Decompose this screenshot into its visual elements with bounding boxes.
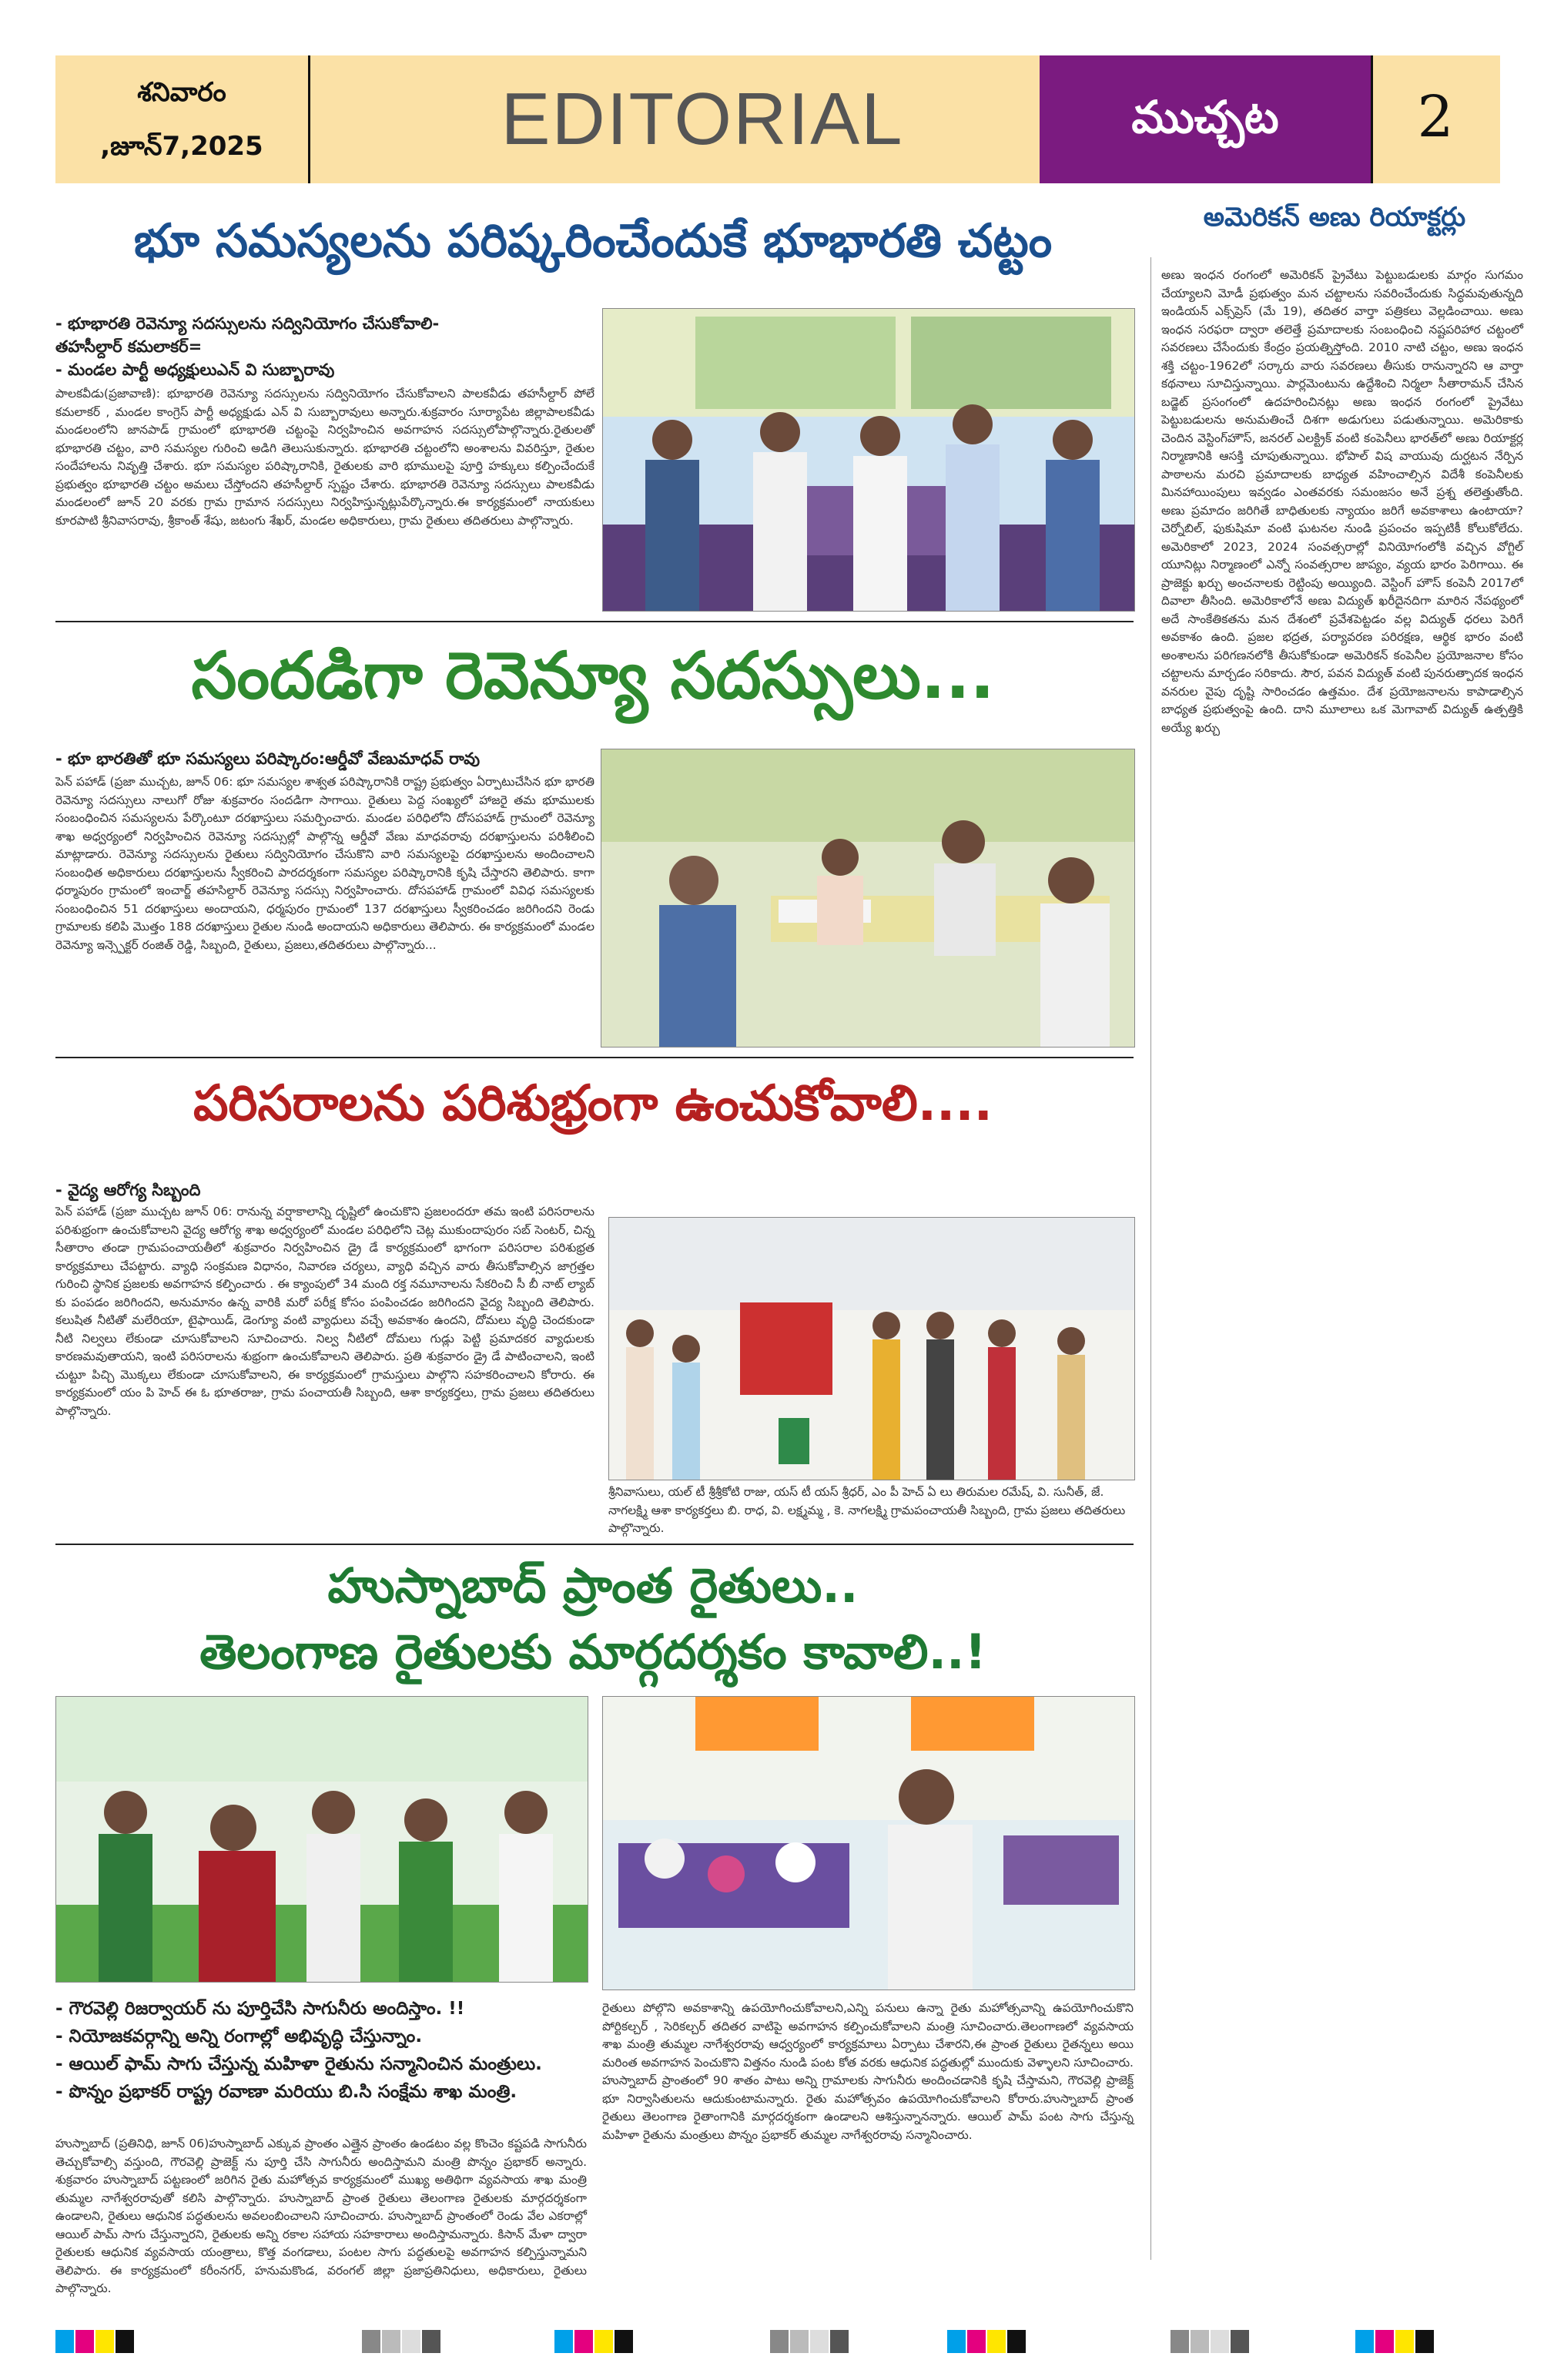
color-bar-swatch bbox=[1355, 2330, 1374, 2353]
sidebar-body: అణు ఇంధన రంగంలో అమెరికన్ ప్రైవేటు పెట్టుబడులకు మార్గం సుగమం చేయ్యాలని మోడీ ప్రభుత్వం మన చట్టాలను సవరించేందుకు సిద్ధమవుతున్నది ఇండియన్ ఎక్స్‌ప్రెస్ (మే 19), తదితర వార్తా పత్రికలు వెల్లడించాయి. అణు ఇంధన సరఫరా ద్వారా తలెత్తే ప్రమాదాలకు సంబంధించి నష్టపరిహార చట్టంలో సవరణలు చేసేందుకు కేంద్రం ప్రయత్నిస్తోంది. 2010 నాటి చట్టం, అణు ఇంధన శక్తి చట్టం-1962లో సర్కారు వారు సవరణలు తీసుకు రానున్నారని ఆ వార్తా కథనాలు సూచిస్తున్నాయి. పార్లమెంటును ఉద్దేశించి నిర్మలా సీతారామన్ చేసిన బడ్జెట్ ప్రసంగంలో ఉదహరించినట్లు అణు ఇంధన రంగంలో ప్రైవేటు పెట్టుబడులను అనుమతించే దిశగా అడుగులు పడుతున్నాయి. అమెరికాకు చెందిన వెస్టింగ్‌హౌస్, జనరల్ ఎలక్ట్రిక్ వంటి కంపెనీలు భారత్‌లో అణు రియాక్టర్ల నిర్మాణానికి ఆసక్తి చూపుతున్నాయి. భోపాల్ విష వాయువు దుర్ఘటన నేర్పిన పాఠాలను మరచి ప్రమాదాలకు బాధ్యత వహించాల్సిన విదేశీ కంపెనీలకు మినహాయింపులు ఇవ్వడం ఎంతవరకు సమంజసం అనే ప్రశ్న తలెత్తుతోంది. అణు ప్రమాదం జరిగితే బాధితులకు న్యాయం జరిగే అవకాశాలు ఉంటాయా? చెర్నోబిల్, ఫుకుషిమా వంటి ఘటనల నుండి ప్రపంచం ఇప్పటికీ కోలుకోలేదు. అమెరికాలో 2023, 2024 సంవత్సరాల్లో వినియోగంలోకి వచ్చిన వోగ్టిల్ యూనిట్లు నిర్మాణంలో ఎన్నో సంవత్సరాల జాప్యం, వ్యయ భారం పెరిగాయి. ఈ ప్రాజెక్టు ఖర్చు అంచనాలకు రెట్టింపు అయ్యింది. వెస్టింగ్ హౌస్ కంపెనీ 2017లో దివాలా తీసింది. అమెరికాలోనే అణు విద్యుత్ ఖరీదైనదిగా మారిన నేపథ్యంలో అదే సాంకేతికతను మన దేశంలో ప్రవేశపెట్టడం వల్ల విద్యుత్ ధరలు పెరిగే అవకాశం ఉంది. ప్రజల భద్రత, పర్యావరణ పరిరక్షణ, ఆర్థిక భారం వంటి అంశాలను పరిగణనలోకి తీసుకోకుండా అమెరికన్ కంపెనీల ప్రయోజనాల కోసం చట్టాలను మార్చడం సరికాదు. సౌర, పవన విద్యుత్ వంటి పునరుత్పాదక ఇంధన వనరుల వైపు దృష్టి సారించడం ఉత్తమం. దేశ ప్రయోజనాలను కాపాడాల్సిన బాధ్యత ప్రభుత్వంపై ఉంది. దాని మూలాలు ఒక మెగావాట్ విద్యుత్ ఉత్పత్తికి అయ్యే ఖర్చు bbox=[1161, 268, 1523, 735]
color-bar-swatch bbox=[574, 2330, 593, 2353]
color-bar-swatch bbox=[1375, 2330, 1394, 2353]
story1-subheads bbox=[55, 312, 594, 381]
color-bar-swatch bbox=[947, 2330, 966, 2353]
color-bar-swatch bbox=[615, 2330, 633, 2353]
story3-body: పెన్ పహాడ్ (ప్రజా ముచ్చట జూన్ 06: రానున్న వర్షాకాలాన్ని దృష్టిలో ఉంచుకొని ప్రజలందరూ తమ ఇంటి పరిసరాలను పరిశుభ్రంగా ఉంచుకోవాలని వైద్య ఆరోగ్య శాఖ అధ్వర్యంలో మండల పరిధిలోని చెట్ల ముకుందాపురం సబ్ సెంటర్, చిన్న సీతారాం తండా గ్రామపంచాయతీలో శుక్రవారం నిర్వహించిన డ్రై డే కార్యక్రమంలో భాగంగా పరిసరాల పరిశుభ్రత కార్యక్రమాలు చేపట్టారు. వ్యాధి సంక్రమణ విధానం, నివారణ చర్యలు, వ్యాధి వచ్చిన వారు తీసుకోవాల్సిన జాగ్రత్తల గురించి స్థానిక ప్రజలకు అవగాహన కల్పించారు . ఈ క్యాంపులో 34 మంది రక్త నమూనాలను సేకరించి సీ బీ నాట్ ల్యాబ్ కు పంపడం జరిగిందని, అనుమానం ఉన్న వారికి మరో పరీక్ష కోసం పంపించడం జరిగిందని వైద్య సిబ్బంది తెలిపారు. కలుషిత నీటితో మలేరియా, టైఫాయిడ్, డెంగ్యూ వంటి వ్యాధులు వచ్చే అవకాశం ఉందని, దోమలు వృద్ధి చెందకుండా నీటి నిల్వలు లేకుండా చూసుకోవాలని సూచించారు. నిల్వ నీటిలో దోమలు గుడ్లు పెట్టి ప్రమాదకర వ్యాధులకు కారణమవుతాయని, ఇంటి పరిసరాలను శుభ్రంగా ఉంచుకోవాలని తెలిపారు. ప్రతి శుక్రవారం డ్రై డే పాటించాలని, ఇంటి చుట్టూ పిచ్చి మొక్కలు లేకుండా చూసుకోవాలని, ఈ కార్యక్రమంలో గ్రామస్తులు పాల్గొని సహకరించాలని కోరారు. ఈ కార్యక్రమంలో యం పి హెచ్ ఈ ఓ భూతరాజు, గ్రామ పంచాయతీ సిబ్బంది, ఆశా కార్యకర్తలు, గ్రామ ప్రజలు తదితరులు పాల్గొన్నారు. bbox=[55, 1205, 594, 1418]
color-bar-swatch bbox=[55, 2330, 74, 2353]
color-bar-swatch bbox=[382, 2330, 400, 2353]
story3-photo bbox=[608, 1217, 1135, 1480]
color-bar-swatch bbox=[830, 2330, 849, 2353]
color-bar-swatch bbox=[1171, 2330, 1189, 2353]
story4-photo-left bbox=[55, 1696, 588, 1983]
masthead bbox=[55, 55, 1500, 183]
issue-day: శనివారం bbox=[137, 77, 226, 108]
story3-subhead: - వైద్య ఆరోగ్య సిబ్బంది bbox=[55, 1181, 201, 1199]
color-bar-swatch bbox=[422, 2330, 440, 2353]
color-bar-swatch bbox=[95, 2330, 114, 2353]
story1-photo bbox=[602, 308, 1135, 612]
story1-subhead: తహసీల్దార్ కమలాకర్= bbox=[55, 337, 203, 356]
section-divider bbox=[55, 1057, 1134, 1058]
story3-caption: శ్రీనివాసులు, యల్ టీ శ్రీశ్రీకోటి రాజు, యస్ టీ యస్ శ్రీధర్, ఎం పీ హెచ్ ఏ లు తిరుమల రమేష్, వి. సునీత్, జే. నాగలక్ష్మి ఆశా కార్యకర్తలు బి. రాధ, వి. లక్ష్మమ్మ , కె. నాగలక్ష్మి గ్రామపంచాయతీ సిబ్బంది, గ్రామ ప్రజలు తదితరులు పాల్గొన్నారు. bbox=[608, 1485, 1126, 1535]
color-bar-swatch bbox=[790, 2330, 809, 2353]
color-bar-swatch bbox=[770, 2330, 789, 2353]
section-divider bbox=[55, 621, 1134, 622]
sidebar-title: అమెరికన్ అణు రియాక్టర్లు bbox=[1203, 202, 1466, 233]
color-bar-swatch bbox=[1007, 2330, 1026, 2353]
color-bar-swatch bbox=[362, 2330, 380, 2353]
story4-bullets bbox=[55, 1995, 587, 2106]
story4-photo-right bbox=[602, 1696, 1135, 1990]
issue-date bbox=[55, 55, 308, 183]
story1-subhead: - భూభారతి రెవెన్యూ సదస్సులను సద్వినియోగం చేసుకోవాలి- bbox=[55, 314, 440, 333]
color-bar-swatch bbox=[75, 2330, 94, 2353]
story4-bullet: - నియోజకవర్గాన్ని అన్ని రంగాల్లో అభివృద్ధి చేస్తున్నాం. bbox=[55, 2026, 423, 2046]
story1-subhead: - మండల పార్టీ అధ్యక్షులుఎన్ వి సుబ్బారావు bbox=[55, 360, 335, 379]
color-bar-swatch bbox=[1231, 2330, 1249, 2353]
story2-photo bbox=[601, 749, 1135, 1048]
section-divider bbox=[55, 1544, 1134, 1545]
color-bar-swatch bbox=[1211, 2330, 1229, 2353]
story2-body: పెన్ పహాడ్ (ప్రజా ముచ్చట, జూన్ 06: భూ సమస్యల శాశ్వత పరిష్కారానికి రాష్ట్ర ప్రభుత్వం ఏర్పాటుచేసిన భూ భారతి రెవెన్యూ సదస్సులు నాలుగో రోజు శుక్రవారం సందడిగా సాగాయి. రైతులు పెద్ద సంఖ్యలో హాజరై తమ భూములకు సంబంధించిన సమస్యలను పేర్కొంటూ దరఖాస్తులు సమర్పించారు. మండల పరిధిలోని దోసపహాడ్ గ్రామంలో రెవెన్యూ శాఖ అధ్వర్యంలో నిర్వహించిన రెవెన్యూ సదస్సుల్లో పాల్గొన్న ఆర్డీవో వేణు మాధవరావు దరఖాస్తులను పరిశీలించి మాట్లాడారు. రెవెన్యూ సదస్సులను రైతులు సద్వినియోగం చేసుకొని వారి సమస్యలపై దరఖాస్తులను అందించాలని సంబంధిత అధికారులు దరఖాస్తులను స్వీకరించి పారదర్శకంగా సమస్యల పరిష్కారానికి కృషి చేస్తారని తెలిపారు. కాగా ధర్మాపురం గ్రామంలో ఇంచార్జ్ తహసిల్దార్ రెవెన్యూ సదస్సు నిర్వహించారు. దోసపహాడ్ గ్రామంలో వివిధ సమస్యలకు సంబంధించిన 51 దరఖాస్తులు అందాయని, ధర్మపురం గ్రామంలో 137 దరఖాస్తులు స్వీకరించడం జరిగిందని రెండు గ్రామాలకు కలిపి మొత్తం 188 దరఖాస్తులు రైతుల నుండి అందాయని అధికారులు తెలిపారు. ఈ కార్యక్రమంలో మండల రెవెన్యూ ఇన్స్పెక్టర్ రంజిత్ రెడ్డి, సిబ్బంది, రైతులు, ప్రజలు,తదితరులు పాల్గొన్నారు... bbox=[55, 775, 594, 952]
color-bar-swatch bbox=[1191, 2330, 1209, 2353]
column-divider bbox=[1150, 257, 1151, 2260]
story4-headline-line2: తెలంగాణ రైతులకు మార్గదర్శకం కావాలి..! bbox=[199, 1624, 986, 1680]
story4-bullet: - పొన్నం ప్రభాకర్ రాష్ట్ర రవాణా మరియు బి.సి సంక్షేమ శాఖ మంత్రి. bbox=[55, 2082, 517, 2102]
story2-subhead: - భూ భారతితో భూ సమస్యలు పరిష్కారం:ఆర్డీవో వేణుమాధవ్ రావు bbox=[55, 749, 481, 768]
color-bar-swatch bbox=[987, 2330, 1006, 2353]
color-bar-swatch bbox=[594, 2330, 613, 2353]
color-bar-swatch bbox=[402, 2330, 420, 2353]
story4-bullet: - గౌరవెల్లి రిజర్వాయర్ ను పూర్తిచేసి సాగునీరు అందిస్తాం. !! bbox=[55, 1999, 465, 2019]
color-bar-swatch bbox=[967, 2330, 986, 2353]
story4-body-right: రైతులు పోల్గొని అవకాశాన్ని ఉపయోగించుకోవాలని,ఎన్ని పనులు ఉన్నా రైతు మహోత్సవాన్ని ఉపయోగించుకొని పోర్టికల్చర్ , సెరికల్చర్ తదితర వాటిపై అవగాహన కల్పించుకోవాలని మంత్రి సూచించారు.తెలంగాణలో వ్యవసాయ శాఖ మంత్రి తుమ్మల నాగేశ్వరరావు ఆధ్వర్యంలో కార్యక్రమాలు ఏర్పాటు చేశారని,ఈ ప్రాంత రైతులు రైతన్నలు అయి మరింత అవగాహన పెంచుకొని విత్తనం నుండి పంట కోత వరకు ఆధునిక పద్ధతుల్లో ముందుకు వెళ్ళాలని సూచించారు. హుస్నాబాద్ ప్రాంతంలో 90 శాతం పాటు అన్ని గ్రామాలకు సాగునీరు అందించడానికి కృషి చేస్తామని, గౌరవెల్లి ప్రాజెక్ట్ భూ నిర్వాసితులను ఆదుకుంటామన్నారు. రైతు మహోత్సవం ఉపయోగించుకోవాలని కోరారు.హుస్నాబాద్ ప్రాంత రైతులు తెలంగాణ రైతాంగానికి మార్గదర్శకంగా ఉండాలని ఆశిస్తున్నానన్నారు. ఆయిల్ పామ్ పంట సాగు చేస్తున్న మహిళా రైతును మంత్రులు పొన్నం ప్రభాకర్ తుమ్మల నాగేశ్వరరావు సన్మానించారు. bbox=[602, 2001, 1134, 2142]
story1-headline: భూ సమస్యలను పరిష్కరించేందుకే భూభారతి చట్టం bbox=[133, 214, 1053, 268]
story4-body-left: హుస్నాబాద్ (ప్రతినిధి, జూన్ 06)హుస్నాబాద్ ఎక్కువ ప్రాంతం ఎత్తైన ప్రాంతం ఉండటం వల్ల కొంచెం కష్టపడి సాగునీరు తెచ్చుకోవాల్సి వస్తుంది, గౌరవెల్లి ప్రాజెక్ట్ ను పూర్తి చేసి సాగునీరు అందిస్తామని మంత్రి పొన్నం ప్రభాకర్ అన్నారు. శుక్రవారం హుస్నాబాద్ పట్టణంలో జరిగిన రైతు మహోత్సవ కార్యక్రమంలో ముఖ్య అతిథిగా వ్యవసాయ శాఖ మంత్రి తుమ్మల నాగేశ్వరరావుతో కలిసి పాల్గొన్నారు. హుస్నాబాద్ ప్రాంత రైతులు తెలంగాణ రైతులకు మార్గదర్శకంగా ఉండాలని, రైతులు ఆధునిక పద్ధతులను అవలంబించాలని సూచించారు. హుస్నాబాద్ ప్రాంతంలో రెండు వేల ఎకరాల్లో ఆయిల్ పామ్ సాగు చేస్తున్నారని, రైతులకు అన్ని రకాల సహాయ సహకారాలు అందిస్తామన్నారు. కిసాన్ మేళా ద్వారా రైతులకు ఆధునిక వ్యవసాయ యంత్రాలు, కొత్త వంగడాలు, పంటల సాగు పద్ధతులపై అవగాహన కల్పిస్తున్నామని తెలిపారు. ఈ కార్యక్రమంలో కరీంనగర్, హనుమకొండ, వరంగల్ జిల్లా ప్రజాప్రతినిధులు, అధికారులు, రైతులు పాల్గొన్నారు. bbox=[55, 2137, 587, 2295]
color-bar-swatch bbox=[554, 2330, 573, 2353]
story2-headline: సందడిగా రెవెన్యూ సదస్సులు... bbox=[191, 638, 995, 713]
color-bar-swatch bbox=[1395, 2330, 1414, 2353]
color-bar-swatch bbox=[116, 2330, 134, 2353]
issue-date-text: ,జూన్7,2025 bbox=[100, 131, 263, 162]
section-title: EDITORIAL bbox=[501, 78, 904, 160]
newspaper-brand: ముచ్చట bbox=[1040, 55, 1371, 183]
color-bar-swatch bbox=[1415, 2330, 1434, 2353]
page-number: 2 bbox=[1417, 84, 1454, 150]
story1-body: పాలకవీడు(ప్రజావాణి): భూభారతి రెవెన్యూ సదస్సులను సద్వినియోగం చేసుకోవాలని పాలకవీడు తహసీల్దార్ పోలే కమలాకర్ , మండల కాంగ్రెస్ పార్టీ అధ్యక్షుడు ఎన్ వి సుబ్బారావులు అన్నారు.శుక్రవారం సూర్యాపేట జిల్లాపాలకవీడు మండలంలోని జానపాడ్ గ్రామంలో భూభారతి చట్టంపై నిర్వహించిన అవగాహన సదస్సులోపాల్గొన్నారు.రైతులతో భూభారతి చట్టం, వారి సమస్యల గురించి అడిగి తెలుసుకున్నారు. భూభారతి చట్టంలోని అంశాలను వివరిస్తూ, రైతుల సందేహాలను నివృత్తి చేశారు. భూ సమస్యల పరిష్కారానికి, రైతులకు వారి భూములపై పూర్తి హక్కులు కల్పించేందుకే ప్రభుత్వం భూభారతి చట్టం అమలు చేస్తోందని తహసీల్దార్ స్పష్టం చేశారు. భూభారతి రెవెన్యూ సదస్సులు పాలకవీడు మండలంలో జూన్ 20 వరకు గ్రామ గ్రామాన సదస్సులు నిర్వహిస్తున్నట్లుపేర్కొన్నారు.ఈ కార్యక్రమంలో నాయకులు కూరపాటి శ్రీనివాసరావు, శ్రీకాంత్ శేషు, జటంగు శేఖర్, మండల అధికారులు, గ్రామ రైతులు తదితరులు పాల్గొన్నారు. bbox=[55, 387, 594, 528]
story4-bullet: - ఆయిల్ ఫామ్ సాగు చేస్తున్న మహిళా రైతును సన్మానించిన మంత్రులు. bbox=[55, 2054, 542, 2074]
story4-headline-line1: హుస్నాబాద్ ప్రాంత రైతులు.. bbox=[327, 1557, 859, 1614]
story3-headline: పరిసరాలను పరిశుభ్రంగా ఉంచుకోవాలి.... bbox=[193, 1075, 993, 1132]
color-bar-swatch bbox=[810, 2330, 829, 2353]
